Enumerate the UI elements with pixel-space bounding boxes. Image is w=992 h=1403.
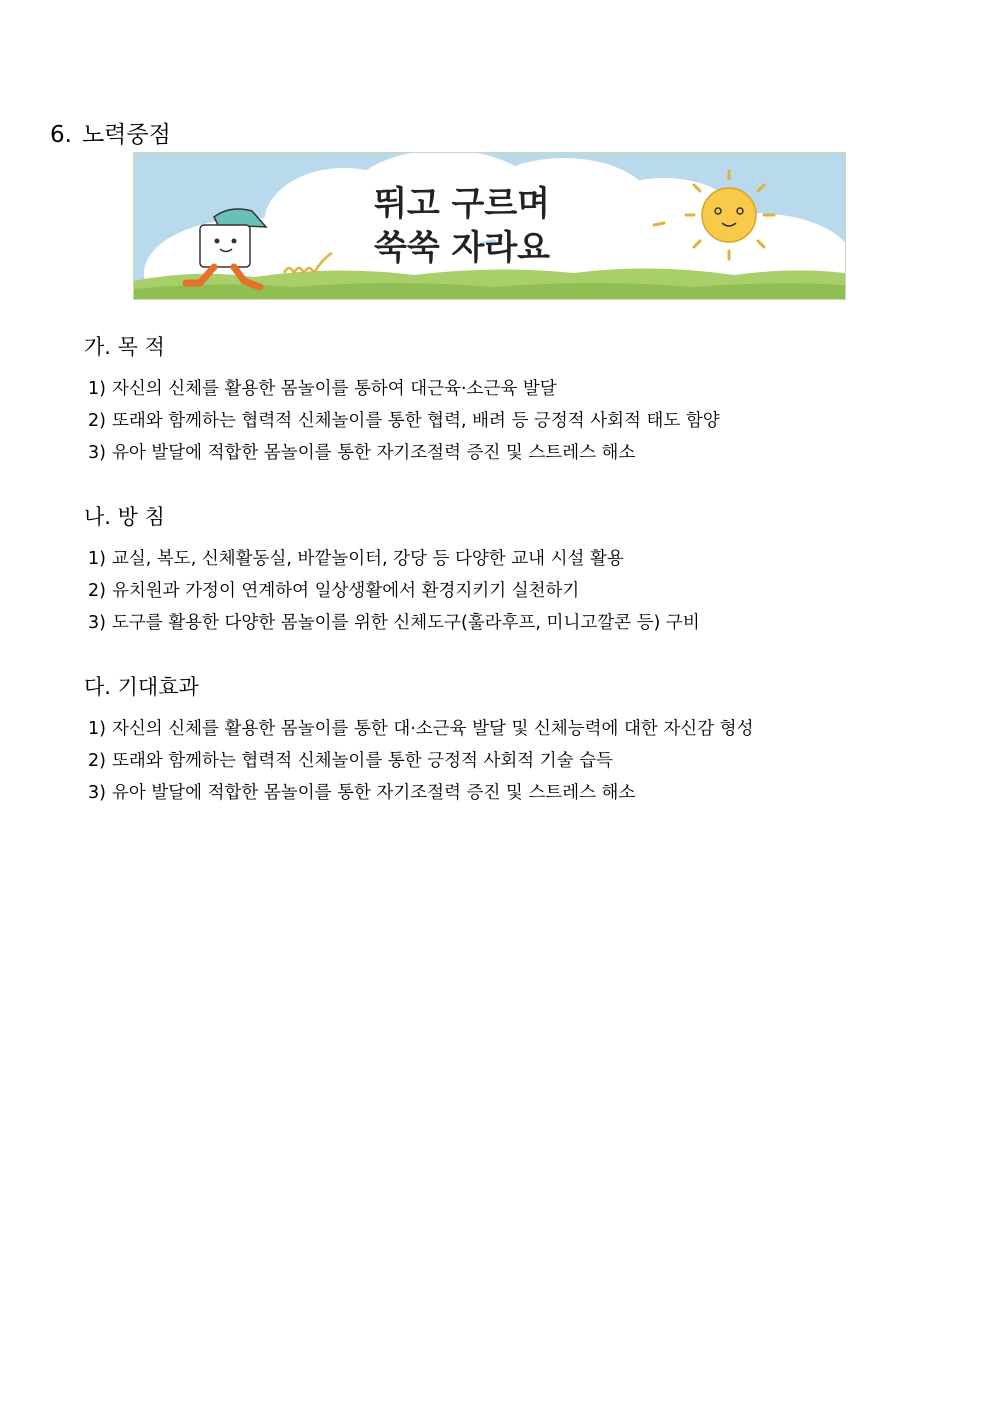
list-item: 3) 유아 발달에 적합한 몸놀이를 통한 자기조절력 증진 및 스트레스 해소: [88, 783, 636, 803]
section-title: 가. 목 적: [84, 335, 165, 359]
banner-illustration: [133, 152, 846, 300]
page-heading: [50, 116, 171, 149]
list-item: 2) 유치원과 가정이 연계하여 일상생활에서 환경지키기 실천하기: [88, 581, 580, 601]
list-item: 1) 자신의 신체를 활용한 몸놀이를 통한 대·소근육 발달 및 신체능력에 대한 자신감 형성: [88, 719, 754, 739]
list-item: 3) 유아 발달에 적합한 몸놀이를 통한 자기조절력 증진 및 스트레스 해소: [88, 443, 636, 463]
list-item: 3) 도구를 활용한 다양한 몸놀이를 위한 신체도구(훌라후프, 미니고깔콘 등) 구비: [88, 613, 700, 633]
banner-line-1: 뛰고 구르며: [373, 184, 551, 224]
heading-number: 6.: [50, 122, 72, 148]
section-policy: [84, 503, 700, 639]
list-item: 1) 자신의 신체를 활용한 몸놀이를 통하여 대근육·소근육 발달: [88, 379, 557, 399]
section-title: 나. 방 침: [84, 505, 165, 529]
list-item: 2) 또래와 함께하는 협력적 신체놀이를 통한 긍정적 사회적 기술 습득: [88, 751, 613, 771]
list-item: 1) 교실, 복도, 신체활동실, 바깥놀이터, 강당 등 다양한 교내 시설 활용: [88, 549, 624, 569]
banner-line-2: 쑥쑥 자라요: [373, 228, 551, 268]
list-item: 2) 또래와 함께하는 협력적 신체놀이를 통한 협력, 배려 등 긍정적 사회적 태도 함양: [88, 411, 720, 431]
section-purpose: [84, 333, 720, 469]
heading-title: 노력중점: [81, 122, 171, 148]
section-title: 다. 기대효과: [84, 675, 199, 699]
section-expected-effects: [84, 673, 754, 809]
